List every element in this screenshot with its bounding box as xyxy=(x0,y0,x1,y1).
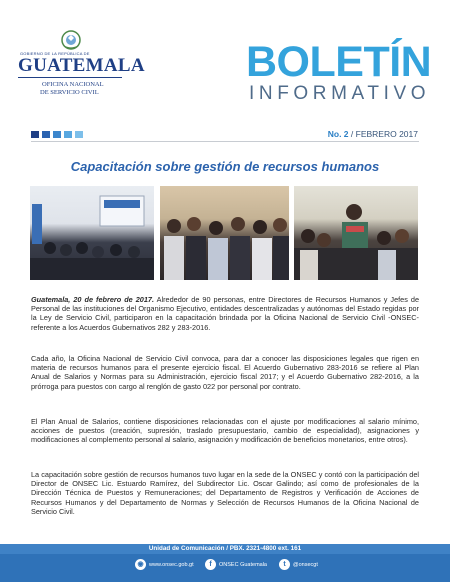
footer-facebook[interactable]: ONSEC Guatemala xyxy=(219,562,267,568)
issue-date: / FEBRERO 2017 xyxy=(350,129,418,139)
footer-website[interactable]: www.onsec.gob.gt xyxy=(149,562,194,568)
paragraph-3: El Plan Anual de Salarios, contiene disposiciones relacionadas con el ajuste por modificaciones al salario mínimo, acciones de puestos (creación, supresión, traslado presupuestario, cambio de especialidad), asignaciones y modificaciones al complemento personal al salario, asignación y modificación de beneficios monetarios, entre otros). xyxy=(31,417,419,445)
facebook-icon: f xyxy=(205,559,216,570)
accent-square xyxy=(31,131,39,138)
twitter-icon: t xyxy=(279,559,290,570)
paragraph-1-text: Alrededor de 90 personas, entre Directores de Recursos Humanos y Jefes de Personal de las instituciones del Organismo Ejecutivo, entidades descentralizadas y autónomas del Estado regidas por la Ley de Servicio Civil, participaron en la capacitación brindada por la Oficina Nacional de Servicio Civil -ONSEC- referente a los Acuerdos Gubernativos 282 y 283-2016. xyxy=(31,295,420,332)
accent-square xyxy=(75,131,83,138)
paragraph-2: Cada año, la Oficina Nacional de Servicio Civil convoca, para dar a conocer las disposiciones legales que rigen en materia de recursos humanos para el presente ejercicio fiscal. El Acuerdo Gubernativo 283-2016 se refiere al Plan Anual de Salarios y Normas para su Administración, ejercicio fiscal 2017; y el Acuerdo Gubernativo 282-2016, a la prórroga para puestos con cargo al renglón de gasto 022 por personal por contrato. xyxy=(31,354,419,391)
org-top-line: GOBIERNO DE LA REPÚBLICA DE xyxy=(20,51,90,56)
bulletin-subtitle: INFORMATIVO xyxy=(249,83,431,104)
org-subtitle-line1: OFICINA NACIONAL xyxy=(42,81,104,88)
footer-twitter[interactable]: @onsecgt xyxy=(293,562,318,568)
photo-speaker xyxy=(294,186,418,280)
globe-icon: ◉ xyxy=(135,559,146,570)
dateline: Guatemala, 20 de febrero de 2017. xyxy=(31,295,154,304)
accent-square xyxy=(42,131,50,138)
logo-divider xyxy=(18,77,122,78)
org-subtitle-line2: DE SERVICIO CIVIL xyxy=(40,89,99,96)
photo-audience xyxy=(160,186,289,280)
article-headline: Capacitación sobre gestión de recursos humanos xyxy=(70,159,380,174)
footer-contact: Unidad de Comunicación / PBX. 2321-4800 ext. 161 xyxy=(148,545,302,552)
accent-square xyxy=(53,131,61,138)
issue-info xyxy=(328,129,418,139)
paragraph-1 xyxy=(31,295,419,332)
header-divider xyxy=(31,141,419,142)
org-name: GUATEMALA xyxy=(18,55,145,76)
paragraph-4: La capacitación sobre gestión de recursos humanos tuvo lugar en la sede de la ONSEC y contó con la participación del Director de ONSEC Lic. Estuardo Ramírez, del Subdirector Lic. Oscar Galindo; así como de profesionales de la Dirección Técnica de Puestos y Remuneraciones; del Departamento de Registros y Verificación de Acciones de Recursos Humanos y del Departamento de Normas y Selección de Recursos Humanos de la Oficina Nacional de Servicio Civil. xyxy=(31,470,419,516)
coat-of-arms-icon xyxy=(60,29,82,51)
issue-number: No. 2 xyxy=(327,129,349,139)
photo-presentation-room xyxy=(30,186,154,280)
bulletin-title: BOLETÍN xyxy=(246,38,432,86)
accent-square xyxy=(64,131,72,138)
